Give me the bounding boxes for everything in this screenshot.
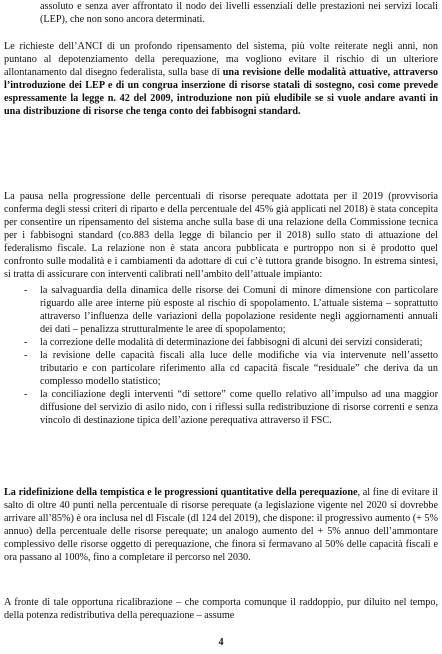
paragraph-anci-requests-bold: una revisione delle modalità attuative, attraverso l’introduzione dei LEP e di un congrua inserzione di risorse statali di sostegno, così come prevede espressamente la legge n. 42 del 2009, introduzione non più eludibile se si vuole andare avanti in una distribuzione di risorse che tenga conto dei fabbisogni standard. [4, 67, 438, 117]
paragraph-redefinition [4, 486, 438, 564]
list-item-text: la revisione delle capacità fiscali alla luce delle modifiche via via intervenute nell’assetto tributario e con particolare riferimento alla cd capacità fiscale “residuale” che deriva da un complesso modello statistico; [40, 350, 438, 387]
list-item-text: la conciliazione degli interventi “di settore” come quello relativo all’impulso ad una maggior diffusione del servizio di asilo nido, con i riflessi sulla redistribuzione di risorse correnti e senza vincolo di destinazione tipica dell’azione perequativa attraverso il FSC. [40, 389, 438, 426]
list-bullet: - [24, 337, 28, 348]
list-item-text: la correzione delle modalità di determinazione dei fabbisogni di alcuni dei servizi considerati; [40, 337, 423, 348]
list-bullet: - [24, 350, 28, 361]
paragraph-anci-requests [4, 40, 438, 118]
paragraph-redefinition-text: , al fine di evitare il salto di oltre 40 punti nella percentuale di risorse perequate (a legislazione vigente nel 2020 si dovrebbe arrivare all’85%) è ora inclusa nel dl Fiscale (dl 124 del 2019), che dispone: il progressivo aumento (+ 5% annuo) della percentuale delle risorse perequate; un analogo aumento del + 5% annuo dell’ammontare complessivo delle risorse oggetto di perequazione, che finora si fermavano al 50% delle capacità fiscali e ora passano al 100%, fino a completare il percorso nel 2030. [4, 487, 438, 563]
list-item-text: la salvaguardia della dinamica delle risorse dei Comuni di minore dimensione con particolare riguardo alle aree interne più esposte al rischio di spopolamento. L’attuale sistema – soprattutto attraverso l’influenza delle variazioni della popolazione residente negli aggiornamenti annuali dei dati – penalizza strutturalmente le aree di spopolamento; [40, 285, 438, 335]
continuation-line: assoluto e senza aver affrontato il nodo dei livelli essenziali delle prestazioni nei servizi locali (LEP), che non sono ancora determinati. [40, 1, 438, 25]
page-number: 4 [218, 637, 224, 648]
list-bullet: - [24, 285, 28, 296]
paragraph-progression-pause: La pausa nella progressione delle percentuali di risorse perequate adottata per il 2019 (provvisoria conferma degli stessi criteri di riparto e della percentuale del 45% già applicati nel 2018) è stata concepita per consentire un ripensamento del sistema anche sulla base di una relazione della Commissione tecnica per i fabbisogni standard (co.883 della legge di bilancio per il 2018) sullo stato di attuazione del federalismo fiscale. La relazione non è stata ancora pubblicata e purtroppo non si è prodotto quel confronto sulle modalità e i cambiamenti da adottare di cui c’è tuttora grande bisogno. In estrema sintesi, si tratta di assicurare con interventi calibrati nell’ambito dell’attuale impianto: [4, 191, 438, 280]
continuation-text [4, 0, 438, 26]
list-bullet: - [24, 389, 28, 400]
list-item [4, 349, 438, 388]
list-item [4, 388, 438, 427]
list-item [4, 336, 438, 349]
paragraph-recalibration: A fronte di tale opportuna ricalibrazione – che comporta comunque il raddoppio, pur diluito nel tempo, della potenza redistributiva della perequazione – assume [4, 597, 438, 621]
list-item [4, 284, 438, 336]
intervention-list [4, 284, 438, 427]
paragraph-anci-requests-text: Le richieste dell’ANCI di un profondo ripensamento del sistema, più volte reiterate negli anni, non puntano al depotenziamento della perequazione, ma vogliono evitare il rischio di un ulteriore allontanamento dal disegno federalista, sulla base di [4, 41, 438, 78]
paragraph-redefinition-bold: La ridefinizione della tempistica e le progressioni quantitative della perequazione [4, 487, 358, 498]
